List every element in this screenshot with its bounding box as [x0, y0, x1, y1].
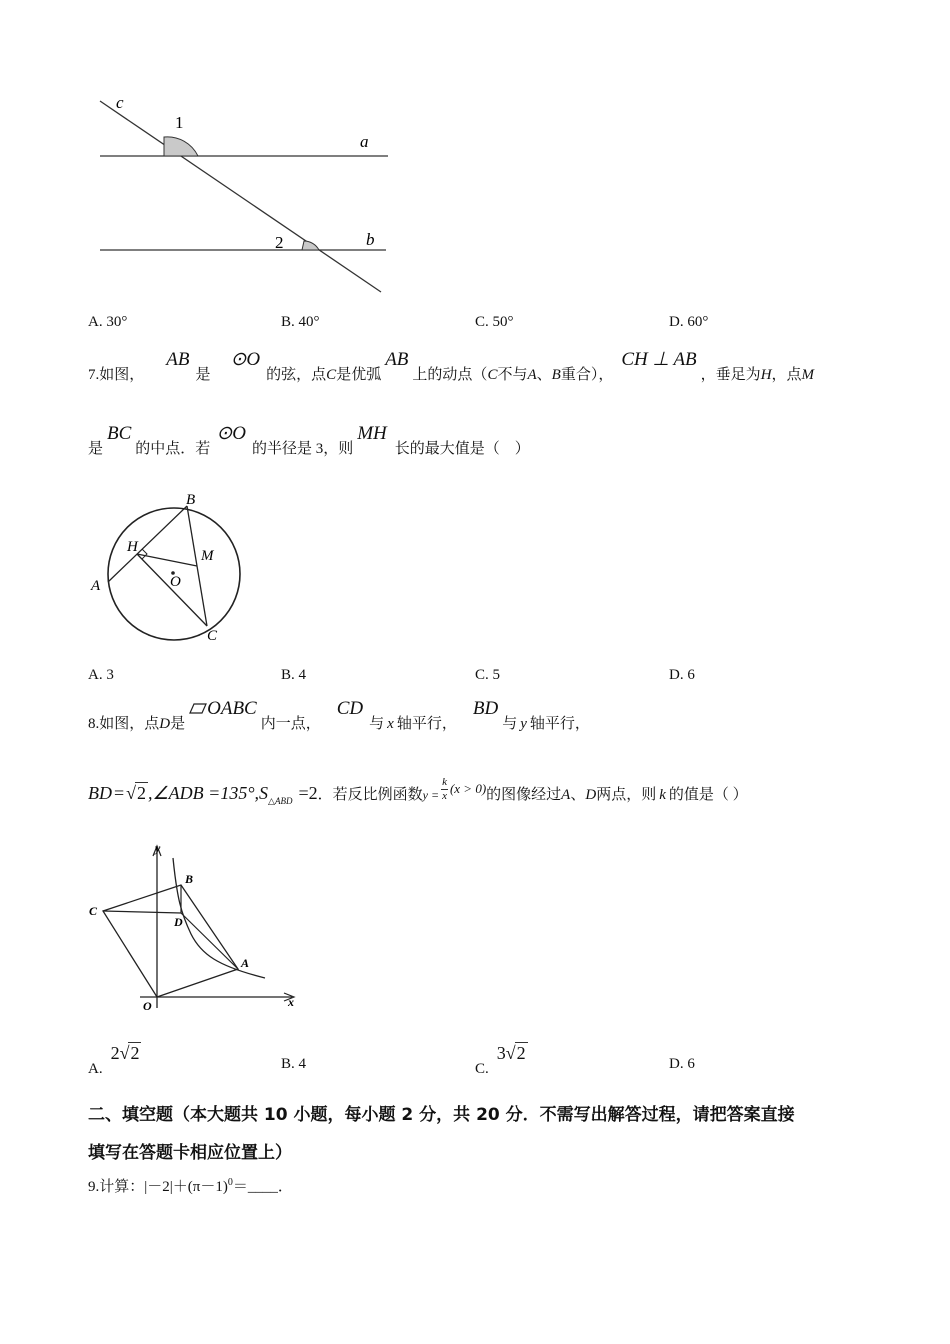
question-7-line2: 是BC的中点．若⊙O的半径是 3，则MH长的最大值是（ ） — [88, 423, 530, 457]
q6-option-c[interactable]: C. 50° — [475, 314, 514, 330]
q8-option-c[interactable]: C.3√2 — [475, 1043, 526, 1077]
parallelogram-icon — [189, 702, 207, 713]
label-A: A — [241, 956, 250, 970]
q8-option-d[interactable]: D. 6 — [669, 1056, 695, 1072]
question-8-line2: BD = √2 ,∠ADB $=135^\circ,S_{\triangle ABD} =2$．若反比例函数y = $\frac{k}{x}$ (x > 0)的图像经过A、D两点，则 k 的值是（ ） — [88, 776, 748, 806]
label-y: y — [155, 841, 161, 855]
label-c: c — [116, 93, 124, 112]
q8-option-b[interactable]: B. 4 — [281, 1056, 307, 1072]
label-x: x — [288, 995, 294, 1009]
label-H: H — [127, 539, 138, 555]
figure-circle — [85, 488, 255, 648]
label-D: D — [174, 915, 183, 929]
label-a: a — [360, 132, 369, 151]
question-8-line1: 8.如图，点D是OABC内一点，CD与 x 轴平行，BD与 y 轴平行， — [88, 698, 590, 732]
label-O: O — [170, 574, 181, 590]
label-b: b — [366, 230, 375, 249]
label-C: C — [207, 628, 218, 644]
q8-option-a[interactable]: A.2√2 — [88, 1043, 140, 1077]
question-7-line1: 7.如图，AB是⊙O的弦，点C是优弧AB上的动点（C不与A、B重合），CH ⊥ AB，垂足为H，点M — [88, 349, 815, 383]
label-C: C — [89, 904, 98, 918]
q6-option-d[interactable]: D. 60° — [669, 314, 709, 330]
label-M: M — [201, 548, 214, 564]
q7-option-a[interactable]: A. 3 — [88, 667, 114, 683]
question-9: 9.计算：$|-2|+(\pi-1)^0=\_\_\_\_$． — [88, 1177, 293, 1195]
q7-option-d[interactable]: D. 6 — [669, 667, 695, 683]
section-2-heading-line2: 填写在答题卡相应位置上） — [88, 1143, 292, 1163]
label-A: A — [91, 578, 101, 594]
figure-parallel-lines — [90, 88, 400, 303]
q6-option-a[interactable]: A. 30° — [88, 314, 128, 330]
section-2-heading-line1: 二、填空题（本大题共 10 小题，每小题 2 分，共 20 分．不需写出解答过程，请把答案直接 — [88, 1105, 795, 1125]
label-B: B — [186, 492, 196, 508]
label-1: 1 — [175, 113, 184, 132]
label-O: O — [143, 999, 152, 1013]
label-2: 2 — [275, 233, 284, 252]
figure-coordinate-parallelogram — [85, 838, 305, 1018]
q6-option-b[interactable]: B. 40° — [281, 314, 320, 330]
label-B: B — [185, 872, 194, 886]
q7-option-c[interactable]: C. 5 — [475, 667, 501, 683]
q7-option-b[interactable]: B. 4 — [281, 667, 307, 683]
